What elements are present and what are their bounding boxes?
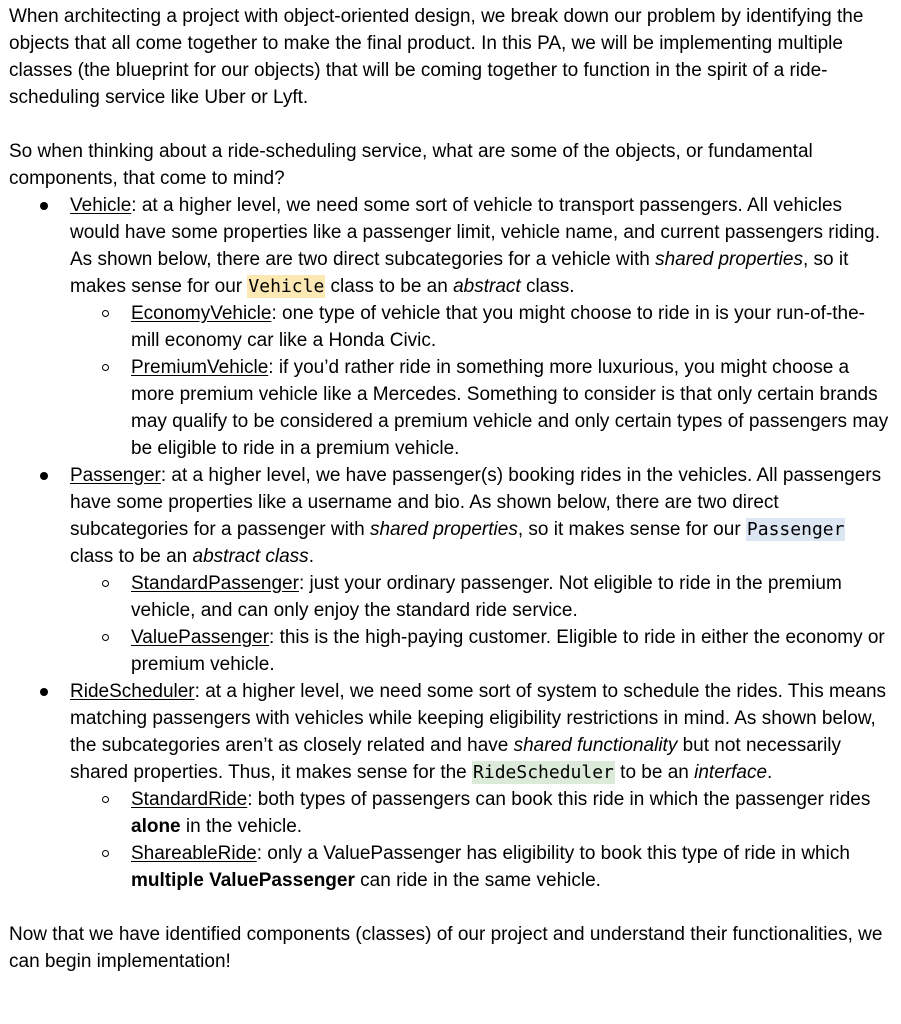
text: : at a higher level, we need some sort of system to schedule the rides. This means matching passengers with vehicles while keeping eligibility restrictions in mind. As shown below, the subcategories aren’t as closely related and have (70, 681, 887, 756)
components-list (9, 192, 892, 894)
term-premium-vehicle: PremiumVehicle (131, 357, 269, 378)
hollow-bullet-icon (102, 310, 109, 317)
term-value-passenger: ValuePassenger (131, 627, 270, 648)
text: , so it makes sense for our (517, 519, 746, 540)
text: , so it makes sense for our (70, 249, 849, 297)
list-item-passenger (9, 462, 892, 678)
term-ride-scheduler: RideScheduler (70, 681, 195, 702)
text: : one type of vehicle that you might choose to ride in is your run-of-the-mill economy car like a Honda Civic. (131, 303, 866, 351)
text: : only a ValuePassenger has eligibility to book this type of ride in which (256, 843, 850, 864)
vehicle-subtypes-list (70, 300, 892, 462)
text: . (308, 546, 314, 567)
text: in the vehicle. (180, 816, 303, 837)
text: but not necessarily shared properties. Thus, it makes sense for the (70, 735, 842, 783)
emphasis: shared properties (369, 519, 518, 540)
text: class to be an (70, 546, 193, 567)
list-item-vehicle (9, 192, 892, 462)
text: to be an (614, 762, 695, 783)
code-ride-scheduler: RideScheduler (473, 762, 614, 783)
text: class to be an (325, 276, 454, 297)
list-item-value-passenger (70, 624, 892, 678)
scheduler-subtypes-list (70, 786, 892, 894)
hollow-bullet-icon (102, 796, 109, 803)
text: : this is the high-paying customer. Eligible to ride in either the economy or premium vehicle. (131, 627, 885, 675)
list-item-premium-vehicle (70, 354, 892, 462)
text: : at a higher level, we have passenger(s) booking rides in the vehicles. All passengers have some properties like a username and bio. As shown below, there are two direct subcategories for a passenger with (70, 465, 882, 540)
list-item-shareable-ride (70, 840, 892, 894)
list-item-ride-scheduler (9, 678, 892, 894)
emphasis: shared functionality (513, 735, 678, 756)
text: : both types of passengers can book this ride in which the passenger rides (247, 789, 871, 810)
term-vehicle: Vehicle (70, 195, 132, 216)
term-standard-ride: StandardRide (131, 789, 248, 810)
hollow-bullet-icon (102, 364, 109, 371)
code-passenger: Passenger (746, 519, 845, 540)
hollow-bullet-icon (102, 634, 109, 641)
bold-text: multiple ValuePassenger (131, 870, 355, 891)
outro-paragraph: Now that we have identified components (classes) of our project and understand their functionalities, we can begin implementation! (9, 924, 883, 972)
list-item-standard-ride (70, 786, 892, 840)
term-standard-passenger: StandardPassenger (131, 573, 299, 594)
paragraph-gap (9, 894, 892, 921)
bullet-dot-icon (40, 688, 48, 696)
question-paragraph: So when thinking about a ride-scheduling service, what are some of the objects, or fundamental components, that come to mind? (9, 141, 813, 189)
text: : if you’d rather ride in something more luxurious, you might choose a more premium vehicle like a Mercedes. Something to consider is that only certain brands may qualify to be considered a premium vehicle and only certain types of passengers may be eligible to ride in a premium vehicle. (131, 357, 889, 459)
text: . (767, 762, 773, 783)
bullet-dot-icon (40, 472, 48, 480)
list-item-standard-passenger (70, 570, 892, 624)
text: can ride in the same vehicle. (354, 870, 601, 891)
hollow-bullet-icon (102, 850, 109, 857)
emphasis: shared properties (655, 249, 803, 270)
emphasis: interface (694, 762, 768, 783)
paragraph-gap (9, 111, 892, 138)
text: : just your ordinary passenger. Not eligible to ride in the premium vehicle, and can only enjoy the standard ride service. (131, 573, 842, 621)
code-vehicle: Vehicle (248, 276, 325, 297)
term-passenger: Passenger (70, 465, 161, 486)
text: : at a higher level, we need some sort of vehicle to transport passengers. All vehicles would have some properties like a passenger limit, vehicle name, and current passengers riding. As shown below, there are two direct subcategories for a vehicle with (70, 195, 881, 270)
term-shareable-ride: ShareableRide (131, 843, 257, 864)
bullet-dot-icon (40, 202, 48, 210)
list-item-economy-vehicle (70, 300, 892, 354)
term-economy-vehicle: EconomyVehicle (131, 303, 272, 324)
hollow-bullet-icon (102, 580, 109, 587)
text: class. (520, 276, 575, 297)
emphasis: abstract (453, 276, 521, 297)
passenger-subtypes-list (70, 570, 892, 678)
intro-paragraph: When architecting a project with object-oriented design, we break down our problem by identifying the objects that all come together to make the final product. In this PA, we will be implementing multiple classes (the blueprint for our objects) that will be coming together to function in the spirit of a ride-scheduling service like Uber or Lyft. (9, 6, 864, 108)
emphasis: abstract class (192, 546, 309, 567)
bold-text: alone (131, 816, 181, 837)
